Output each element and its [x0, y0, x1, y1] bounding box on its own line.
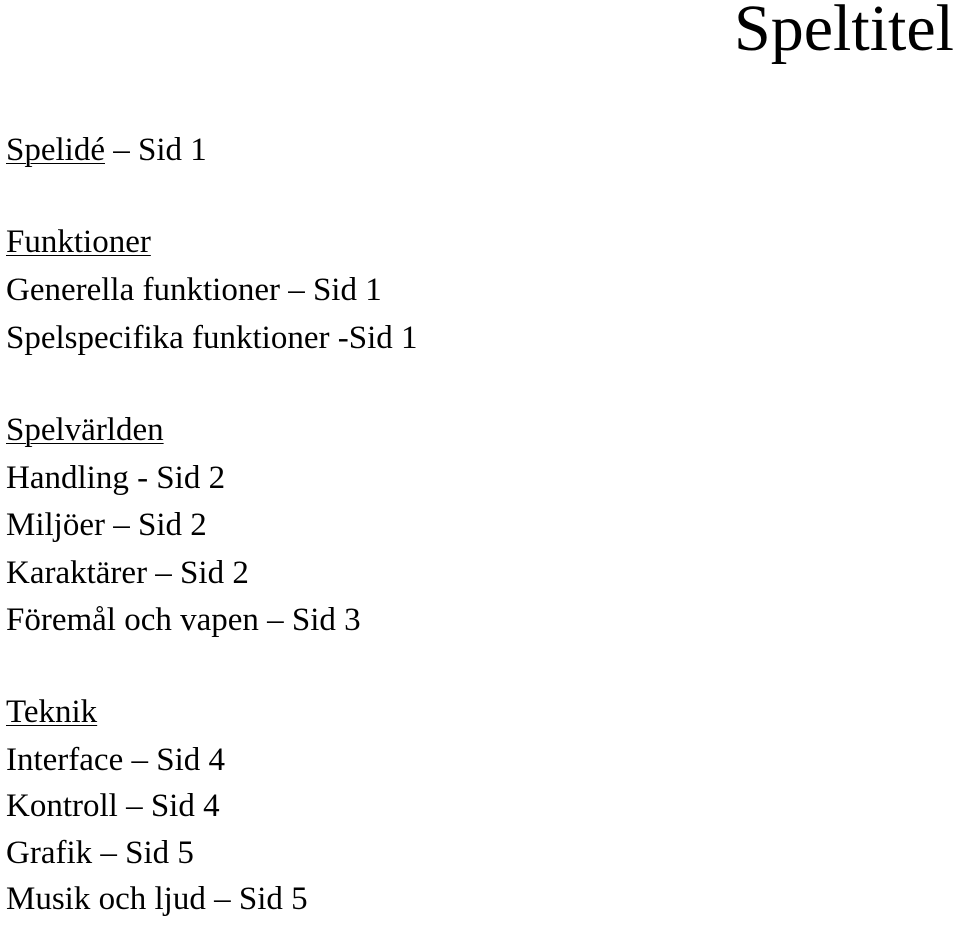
toc-entry-foremal-och-vapen: Föremål och vapen – Sid 3 — [6, 602, 361, 638]
toc-entry-karaktarer: Karaktärer – Sid 2 — [6, 555, 249, 591]
document-title: Speltitel — [734, 0, 954, 65]
toc-entry-handling: Handling - Sid 2 — [6, 460, 226, 496]
section-heading-spelide: Spelidé — [6, 132, 105, 168]
toc-page-ref: – Sid 1 — [104, 132, 207, 168]
toc-entry-interface: Interface – Sid 4 — [6, 742, 225, 778]
toc-entry-kontroll: Kontroll – Sid 4 — [6, 788, 220, 824]
toc-entry-miljoer: Miljöer – Sid 2 — [6, 507, 207, 543]
toc-entry-spelide — [6, 134, 207, 167]
section-heading-spelvarlden: Spelvärlden — [6, 412, 164, 448]
table-of-contents — [6, 0, 706, 927]
toc-entry-musik-och-ljud: Musik och ljud – Sid 5 — [6, 881, 308, 917]
toc-entry-grafik: Grafik – Sid 5 — [6, 835, 194, 871]
section-heading-teknik: Teknik — [6, 694, 98, 730]
toc-entry-generella-funktioner: Generella funktioner – Sid 1 — [6, 272, 382, 308]
toc-entry-spelspecifika-funktioner: Spelspecifika funktioner -Sid 1 — [6, 320, 418, 356]
section-heading-funktioner: Funktioner — [6, 224, 151, 260]
